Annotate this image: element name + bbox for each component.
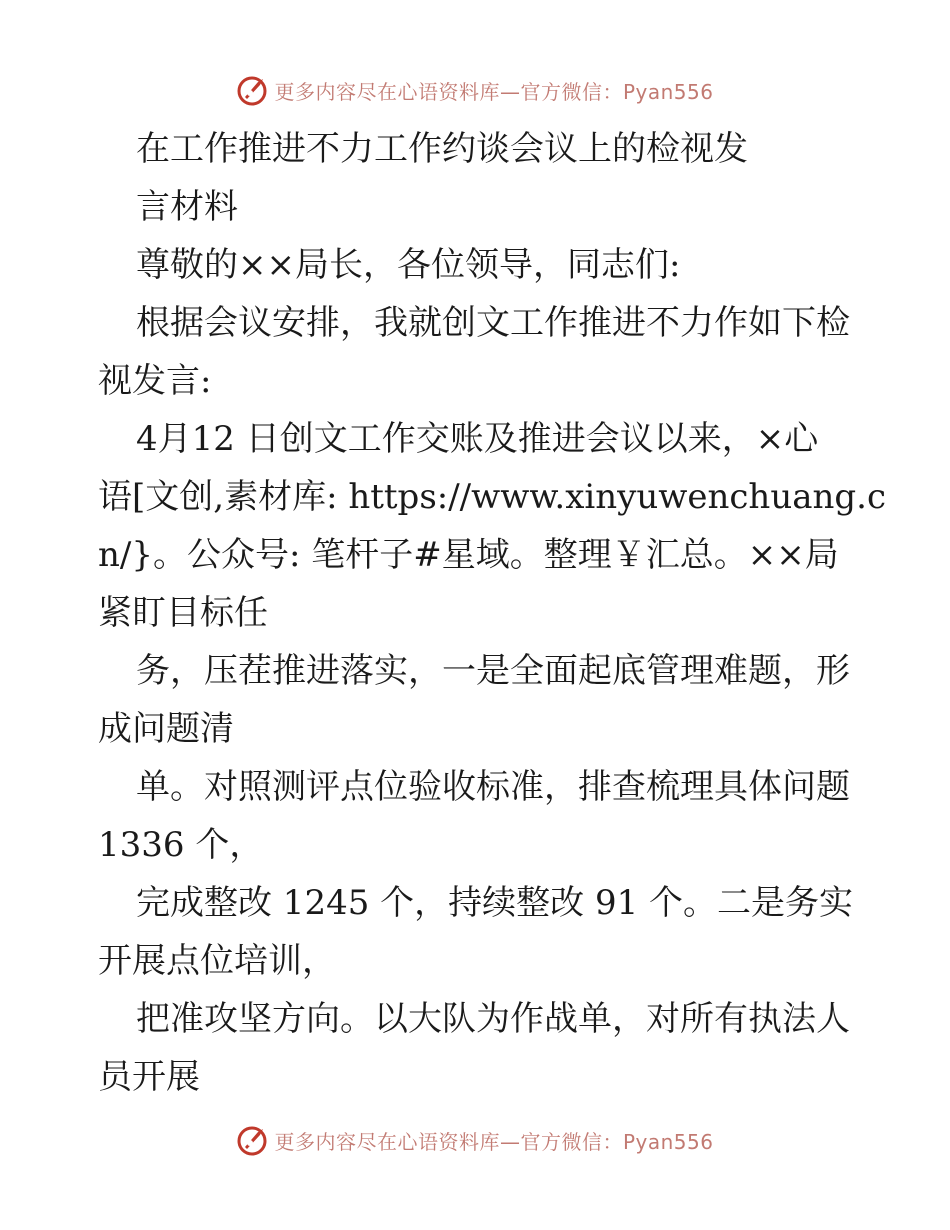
doc-title-line: 在工作推进不力工作约谈会议上的检视发 [136,129,748,169]
paragraph-line: 员开展 [98,1057,200,1097]
salutation: 尊敬的××局长，各位领导，同志们: [136,245,681,285]
paragraph-line: 单。对照测评点位验收标准，排查梳理具体问题 [136,767,850,807]
paragraph-line: 视发言: [98,361,212,401]
doc-title-line: 言材料 [136,187,238,227]
paragraph-line: 语[文创,素材库: https://www.xinyuwenchuang.c [98,477,887,517]
paragraph-line: 完成整改 1245 个，持续整改 91 个。二是务实 [136,883,854,923]
paragraph-line: 根据会议安排，我就创文工作推进不力作如下检 [136,303,850,343]
paragraph-line: n/}。公众号: 笔杆子#星域。整理￥汇总。××局 [98,535,839,575]
footer-banner [0,1120,950,1160]
paragraph-line: 开展点位培训， [98,941,336,981]
paragraph-line: 4月12 日创文工作交账及推进会议以来，×心 [136,419,819,459]
header-banner [0,70,950,110]
pen-seal-icon [236,1123,270,1157]
paragraph-line: 1336 个， [98,825,264,865]
paragraph-line: 把准攻坚方向。以大队为作战单，对所有执法人 [136,999,850,1039]
pen-seal-icon [236,73,270,107]
paragraph-line: 成问题清 [98,709,234,749]
banner-text: 更多内容尽在心语资料库—官方微信：Pyan556 [274,79,714,104]
banner-text: 更多内容尽在心语资料库—官方微信：Pyan556 [274,1129,714,1154]
paragraph-line: 紧盯目标任 [98,593,268,633]
document-body [98,120,887,1106]
paragraph-line: 务，压茬推进落实，一是全面起底管理难题，形 [136,651,850,691]
